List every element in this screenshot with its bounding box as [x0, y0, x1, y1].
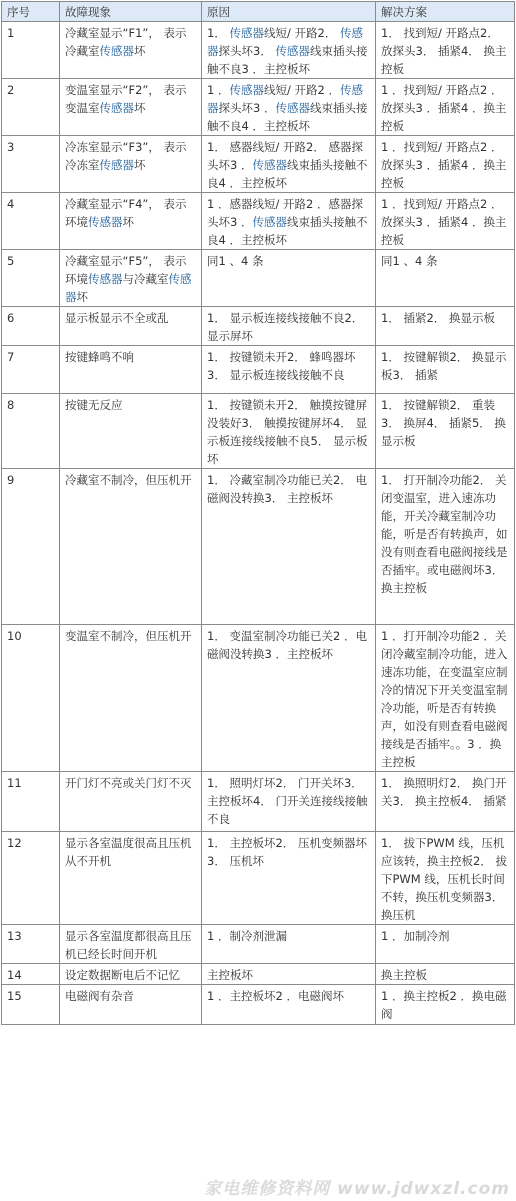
keyword-highlight: 传感器: [229, 83, 264, 97]
table-row: [2, 250, 515, 307]
cell-solution: 1． 找到短/ 开路点2． 放探头3． 插紧4． 换主控板: [376, 22, 515, 79]
cell-symptom: 显示各室温度都很高且压机已经长时间开机: [60, 925, 202, 964]
cell-id: 5: [2, 250, 60, 307]
cell-symptom: 冷藏室显示“F4”， 表示环境传感器坏: [60, 193, 202, 250]
keyword-highlight: 传感器: [207, 26, 363, 58]
cell-symptom: 显示各室温度很高且压机从不开机: [60, 832, 202, 925]
cell-solution: 1 ．打开制冷功能2 ．关闭冷藏室制冷功能，进入速冻功能，在变温室应制冷的情况下开关变温室制冷功能，听是否有转换声，如没有则查看电磁阀接线是否插牢。。3 ．换主控板: [376, 625, 515, 772]
cell-cause: 1 ．感器线短/ 开路2 ．感器探头坏3 ．传感器线束插头接触不良4 ．主控板坏: [202, 193, 376, 250]
cell-id: 6: [2, 307, 60, 346]
cell-solution: 1 ．加制冷剂: [376, 925, 515, 964]
cell-symptom: 变温室显示“F2”， 表示变温室传感器坏: [60, 79, 202, 136]
table-row: [2, 469, 515, 625]
keyword-highlight: 传感器: [99, 44, 134, 58]
cell-solution: 同1 、4 条: [376, 250, 515, 307]
keyword-highlight: 传感器: [207, 83, 363, 115]
keyword-highlight: 传感器: [88, 215, 123, 229]
cell-id: 9: [2, 469, 60, 625]
cell-symptom: 显示板显示不全或乱: [60, 307, 202, 346]
cell-symptom: 冷藏室显示“F1”， 表示冷藏室传感器坏: [60, 22, 202, 79]
table-row: [2, 79, 515, 136]
cell-symptom: 冷冻室显示“F3”， 表示冷冻室传感器坏: [60, 136, 202, 193]
cell-cause: 1． 冷藏室制冷功能已关2． 电磁阀没转换3． 主控板坏: [202, 469, 376, 625]
cell-cause: 1． 感器线短/ 开路2． 感器探头坏3 ．传感器线束插头接触不良4 ．主控板坏: [202, 136, 376, 193]
cell-cause: 1． 变温室制冷功能已关2 ．电磁阀没转换3 ．主控板坏: [202, 625, 376, 772]
cell-symptom: 冷藏室显示“F5”， 表示环境传感器与冷藏室传感器坏: [60, 250, 202, 307]
cell-cause: 1． 显示板连接线接触不良2． 显示屏坏: [202, 307, 376, 346]
cell-solution: 1． 换照明灯2． 换门开关3． 换主控板4． 插紧: [376, 772, 515, 832]
cell-solution: 1． 按键解锁2． 重装3． 换屏4． 插紧5． 换显示板: [376, 394, 515, 469]
cell-cause: 1． 传感器线短/ 开路2． 传感器探头坏3． 传感器线束插头接触不良3 ．主控板坏: [202, 22, 376, 79]
cell-id: 2: [2, 79, 60, 136]
cell-symptom: 变温室不制冷，但压机开: [60, 625, 202, 772]
watermark: 家电维修资料网 www.jdwxzl.com: [204, 1179, 510, 1199]
cell-id: 8: [2, 394, 60, 469]
table-row: [2, 964, 515, 985]
cell-symptom: 按键蜂鸣不响: [60, 346, 202, 394]
cell-symptom: 设定数据断电后不记忆: [60, 964, 202, 985]
cell-cause: 1． 按键锁未开2． 蜂鸣器坏3． 显示板连接线接触不良: [202, 346, 376, 394]
cell-solution: 1． 拔下PWM 线，压机应该转，换主控板2． 拔下PWM 线，压机长时间不转，换压机变频器3． 换压机: [376, 832, 515, 925]
cell-solution: 1． 插紧2． 换显示板: [376, 307, 515, 346]
header-symptom: 故障现象: [60, 2, 202, 22]
keyword-highlight: 传感器: [275, 44, 310, 58]
cell-solution: 1 ．找到短/ 开路点2 ．放探头3 ．插紧4 ．换主控板: [376, 193, 515, 250]
cell-solution: 1 ．找到短/ 开路点2 ．放探头3 ．插紧4 ．换主控板: [376, 136, 515, 193]
table-body: [2, 22, 515, 1025]
cell-cause: 同1 、4 条: [202, 250, 376, 307]
cell-cause: 主控板坏: [202, 964, 376, 985]
table-row: [2, 346, 515, 394]
table-row: [2, 772, 515, 832]
table-row: [2, 625, 515, 772]
table-header-row: [2, 2, 515, 22]
cell-id: 7: [2, 346, 60, 394]
header-cause: 原因: [202, 2, 376, 22]
keyword-highlight: 传感器: [88, 272, 123, 286]
cell-id: 4: [2, 193, 60, 250]
table-row: [2, 832, 515, 925]
cell-solution: 1． 打开制冷功能2． 关闭变温室，进入速冻功能，开关冷藏室制冷功能，听是否有转换声，如没有则查看电磁阀接线是否插牢。或电磁阀坏3． 换主控板: [376, 469, 515, 625]
table-row: [2, 22, 515, 79]
table-row: [2, 985, 515, 1025]
cell-symptom: 开门灯不亮或关门灯不灭: [60, 772, 202, 832]
table-row: [2, 307, 515, 346]
keyword-highlight: 传感器: [252, 158, 287, 172]
cell-solution: 1 ．找到短/ 开路点2 ．放探头3 ．插紧4 ．换主控板: [376, 79, 515, 136]
keyword-highlight: 传感器: [252, 215, 287, 229]
cell-id: 13: [2, 925, 60, 964]
cell-symptom: 按键无反应: [60, 394, 202, 469]
fault-table: [1, 1, 515, 1025]
keyword-highlight: 传感器: [99, 158, 134, 172]
cell-cause: 1 ．主控板坏2 ．电磁阀坏: [202, 985, 376, 1025]
cell-solution: 1 ．换主控板2 ．换电磁阀: [376, 985, 515, 1025]
table-row: [2, 193, 515, 250]
cell-id: 11: [2, 772, 60, 832]
cell-cause: 1． 主控板坏2． 压机变频器坏3． 压机坏: [202, 832, 376, 925]
cell-id: 1: [2, 22, 60, 79]
keyword-highlight: 传感器: [99, 101, 134, 115]
keyword-highlight: 传感器: [229, 26, 264, 40]
keyword-highlight: 传感器: [65, 272, 192, 304]
cell-symptom: 冷藏室不制冷，但压机开: [60, 469, 202, 625]
cell-id: 12: [2, 832, 60, 925]
cell-id: 10: [2, 625, 60, 772]
cell-cause: 1 ．制冷剂泄漏: [202, 925, 376, 964]
cell-cause: 1 ．传感器线短/ 开路2 ．传感器探头坏3 ．传感器线束插头接触不良4 ．主控板坏: [202, 79, 376, 136]
table-row: [2, 394, 515, 469]
cell-id: 15: [2, 985, 60, 1025]
keyword-highlight: 传感器: [275, 101, 310, 115]
cell-solution: 1． 按键解锁2． 换显示板3． 插紧: [376, 346, 515, 394]
header-id: 序号: [2, 2, 60, 22]
table-row: [2, 925, 515, 964]
cell-id: 14: [2, 964, 60, 985]
cell-cause: 1． 按键锁未开2． 触摸按键屏没装好3． 触摸按键屏坏4． 显示板连接线接触不良5． 显示板坏: [202, 394, 376, 469]
table-row: [2, 136, 515, 193]
cell-symptom: 电磁阀有杂音: [60, 985, 202, 1025]
cell-cause: 1． 照明灯坏2． 门开关坏3． 主控板坏4． 门开关连接线接触不良: [202, 772, 376, 832]
header-solution: 解决方案: [376, 2, 515, 22]
cell-solution: 换主控板: [376, 964, 515, 985]
cell-id: 3: [2, 136, 60, 193]
